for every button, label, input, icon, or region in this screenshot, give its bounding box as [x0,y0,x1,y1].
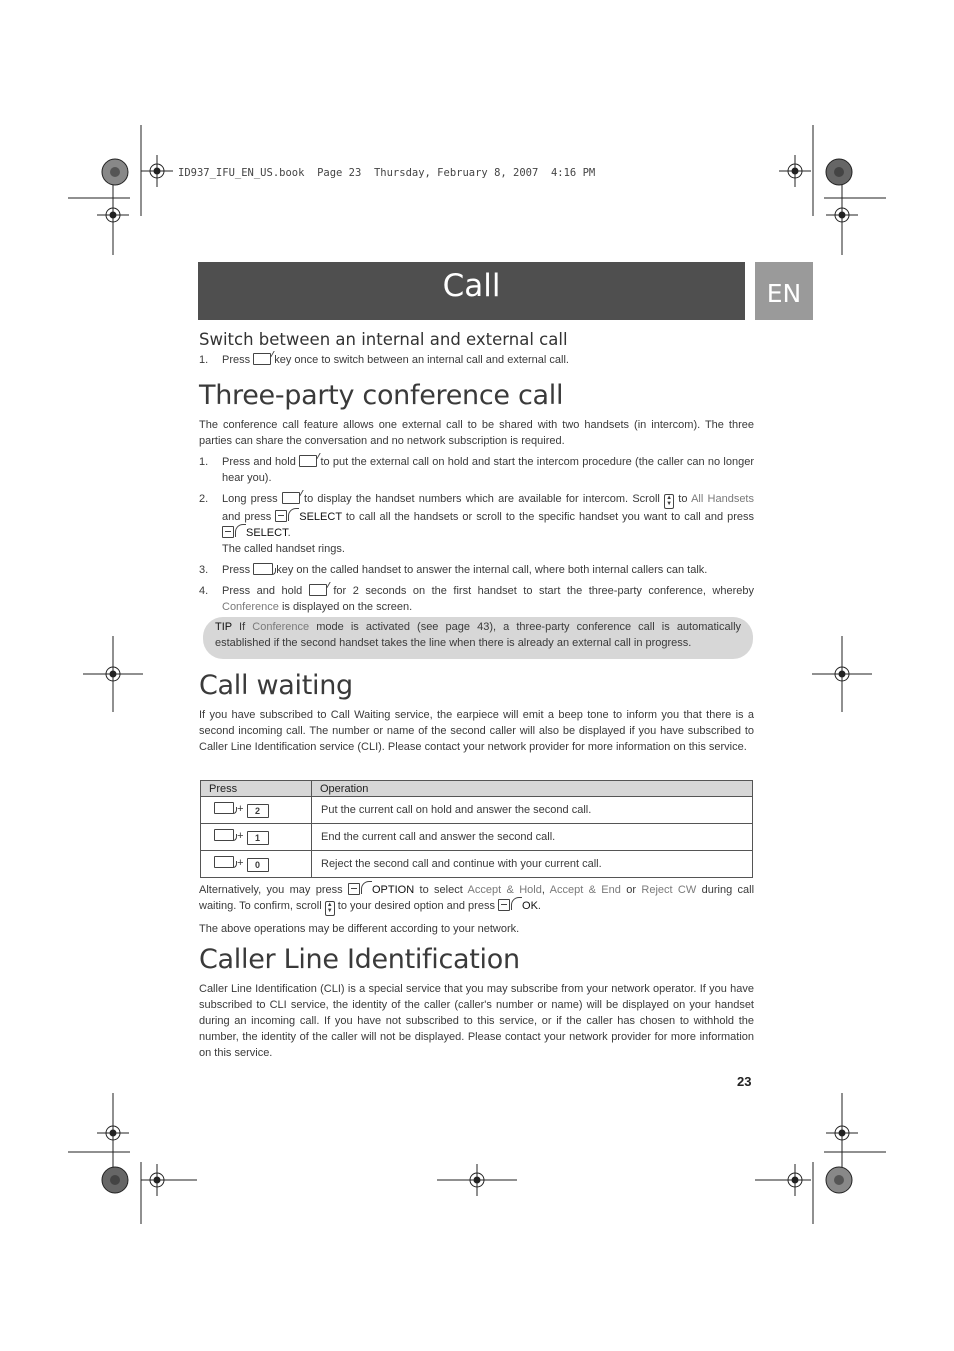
table-cell: Put the current call on hold and answer the second call. [312,797,753,824]
section-switch [199,330,754,368]
chapter-title-band [198,262,745,320]
print-slug: ID937_IFU_EN_US.book Page 23 Thursday, February 8, 2007 4:16 PM [178,167,596,179]
tip-box: TIP If Conference mode is activated (see page 43), a three-party conference call is automatically established if the second handset takes the line when there is already an external call in progress. [203,617,753,659]
scroll-key-icon: ▲ ▼ [325,901,335,916]
section-heading: Switch between an internal and external call [199,330,568,349]
digit-key-icon: 2 [247,804,269,818]
table-row: + 2 Put the current call on hold and answer the second call. [201,797,753,824]
column-header: Press [201,781,312,797]
softkey-icon [348,883,372,895]
intercom-key-icon [299,455,317,467]
table-cell: End the current call and answer the second call. [312,824,753,851]
softkey-icon [498,899,522,911]
list-item: 1. Press key once to switch between an internal call and external call. [199,354,569,366]
list-item: 1. Press and hold to put the external call on hold and start the intercom procedure (the caller can no longer hear you). [199,456,754,484]
note-text: The called handset rings. [222,543,345,555]
section-heading: Caller Line Identification [199,944,520,975]
scroll-key-icon: ▲ ▼ [664,494,674,509]
language-tab [755,262,813,320]
table-cell: Reject the second call and continue with your current call. [312,851,753,878]
softkey-icon [275,510,299,522]
section-conference [199,380,754,615]
table-row: + 1 End the current call and answer the second call. [201,824,753,851]
section-cli [199,944,754,1061]
table-header-row [201,781,753,797]
talk-key-icon [214,802,234,814]
tip-label: TIP [215,621,232,633]
section-heading: Three-party conference call [199,380,564,411]
paragraph: Alternatively, you may press OPTION to select Accept & Hold, Accept & End or Reject CW during call waiting. To confirm, scroll ▲ ▼ to your desired option and press OK. [199,882,754,916]
call-waiting-notes [199,882,754,937]
table-row: + 0 Reject the second call and continue with your current call. [201,851,753,878]
call-waiting-table [200,780,753,878]
digit-key-icon: 1 [247,831,269,845]
intercom-key-icon [309,584,327,596]
intercom-key-icon [282,492,300,504]
paragraph: Caller Line Identification (CLI) is a special service that you may subscribe from your network operator. If you have subscribed to CLI service, the identity of the caller (caller's number or name) will be displayed on your handset during an incoming call. If you have not subscribed to this service, or if the caller has chosen to withhold the number, the identity of the caller will not be displayed. Please contact your network provider for more information on this service. [199,983,754,1059]
list-item: 3. Press key on the called handset to answer the internal call, where both internal callers can talk. [199,564,708,576]
talk-key-icon [253,563,273,575]
talk-key-icon [214,856,234,868]
paragraph: If you have subscribed to Call Waiting service, the earpiece will emit a beep tone to inform you that there is a second incoming call. The number or name of the second caller will also be displayed if you have subscribed to Caller Line Identification service (CLI). Please contact your network provider for more information on this service. [199,709,754,753]
column-header: Operation [312,781,753,797]
chapter-title: Call [442,268,501,304]
section-call-waiting [199,670,754,755]
softkey-icon [222,526,246,538]
paragraph: The above operations may be different according to your network. [199,923,520,935]
digit-key-icon: 0 [247,858,269,872]
talk-key-icon [214,829,234,841]
list-item: 2. Long press to display the handset numbers which are available for intercom. Scroll ▲ ▼ to All Handsets and press SELECT to call all the handsets or scroll to the specific handset you want to call and press SELECT. The called handset rings. [199,493,754,555]
page-number: 23 [737,1074,752,1089]
list-item: 4. Press and hold for 2 seconds on the first handset to start the three-party conference, whereby Conference is displayed on the screen. [199,585,755,613]
intercom-key-icon [253,353,271,365]
paragraph: The conference call feature allows one external call to be shared with two handsets (in intercom). The three parties can share the conversation and no network subscription is required. [199,419,754,447]
section-heading: Call waiting [199,670,353,701]
language-label: EN [766,279,802,308]
